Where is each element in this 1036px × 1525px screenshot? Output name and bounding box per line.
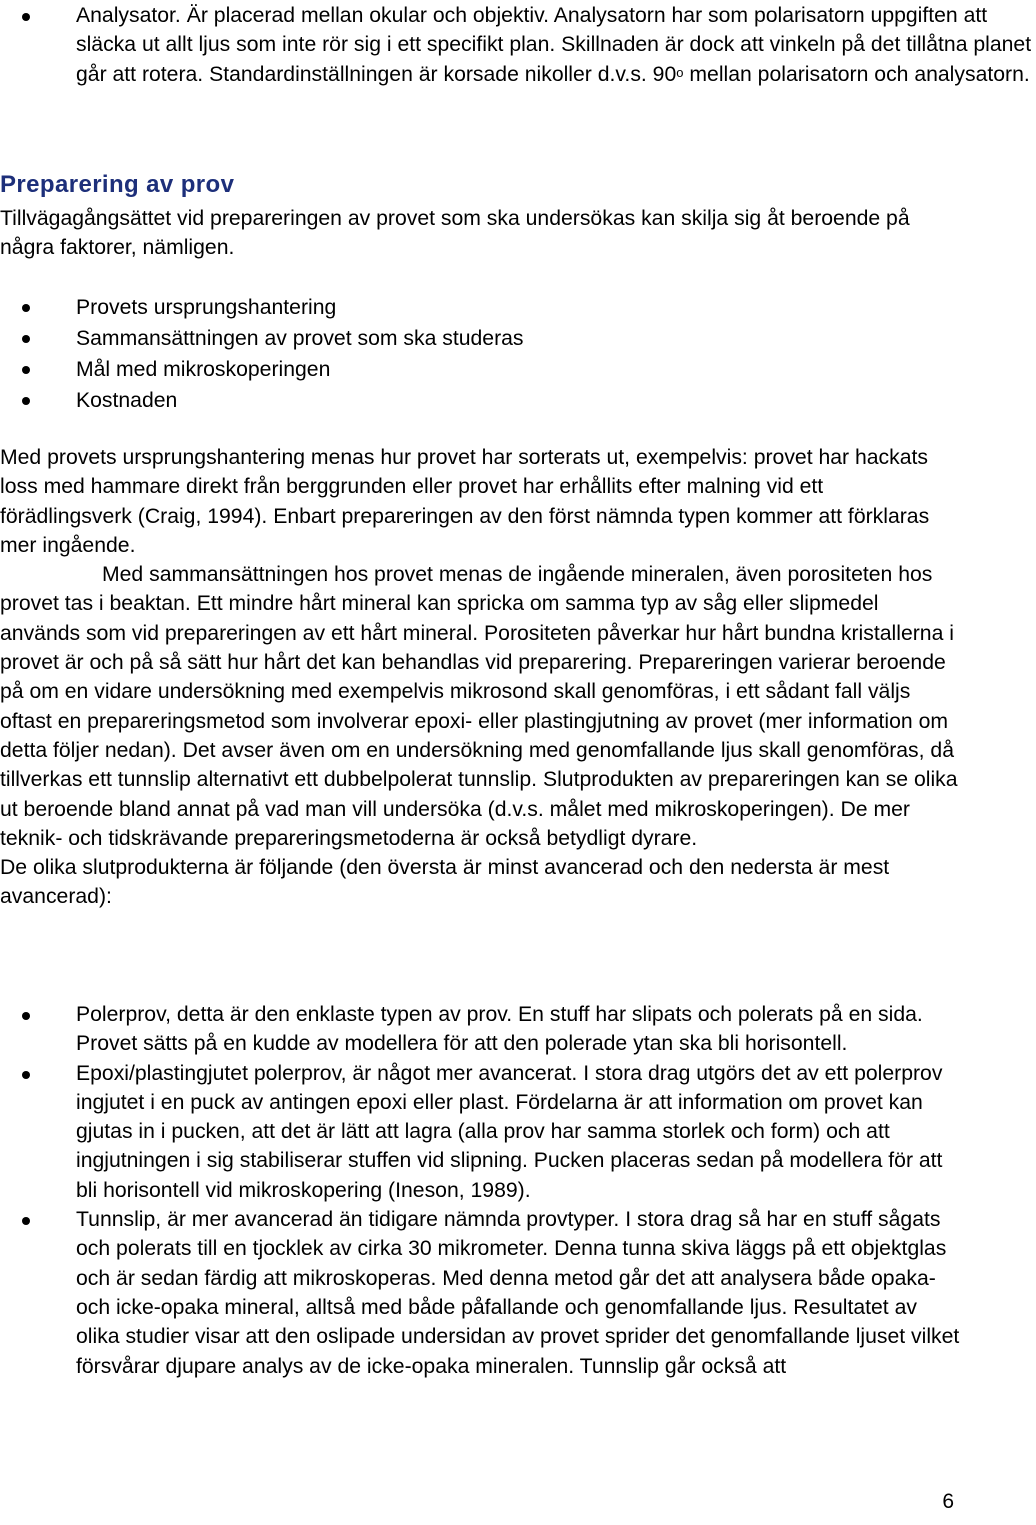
list-item — [0, 385, 960, 416]
product-description: Epoxi/plastingjutet polerprov, är något mer avancerat. I stora drag utgörs det av ett polerprov ingjutet i en puck av antingen epoxi eller plast. Fördelarna är att information om provet kan gjutas in i pucken, att det är lätt att lagra (alla prov har samma storlek och form) och att ingjutningen i sig stabiliserar stuffen vid slipning. Pucken placeras sedan på modellera för att bli horisontell vid mikroskopering (Ineson, 1989). — [76, 1061, 943, 1202]
bullet-icon — [22, 1012, 30, 1020]
list-item — [0, 292, 960, 323]
bullet-icon — [22, 366, 30, 374]
list-item — [0, 1000, 960, 1059]
bullet-icon — [22, 1071, 30, 1079]
list-item — [0, 1059, 960, 1205]
body-paragraph-origin: Med provets ursprungshantering menas hur provet har sorterats ut, exempelvis: provet har hackats loss med hammare direkt från berggrunden eller provet har erhållits efter malning vid ett förädlingsverk (Craig, 1994). Enbart prepareringen av den först nämnda typen kommer att förklaras mer ingående. — [0, 446, 930, 557]
factor-list — [0, 292, 960, 416]
body-paragraph-composition: Med sammansättningen hos provet menas de ingående mineralen, även porositeten hos provet tas i beaktan. Ett mindre hårt mineral kan spricka om samma typ av såg eller slipmedel används som vid prepareringen av ett hårt mineral. Porositeten påverkar hur hårt bundna kristallerna i provet är och på så sätt hur hårt det kan behandlas vid preparering. Prepareringen varierar beroende på om en vidare undersökning med exempelvis mikrosond skall genomföras, i ett sådant fall väljs oftast en prepareringsmetod som involverar epoxi- eller plastingjutning av provet (mer information om detta följer nedan). Det avser även om en undersökning med genomfallande ljus skall genomföras, då tillverkas ett tunnslip alternativt ett dubbelpolerat tunnslip. Slutprodukten av prepareringen kan se olika ut beroende bland annat på vad man vill undersöka (d.v.s. målet med mikroskoperingen). De mer teknik- och tidskrävande prepareringsmetoderna är också betydligt dyrare. — [0, 563, 958, 850]
degree-superscript: o — [676, 64, 684, 80]
bullet-icon — [22, 335, 30, 343]
product-description: Polerprov, detta är den enklaste typen av prov. En stuff har slipats och polerats på en sida. Provet sätts på en kudde av modellera för att den polerade ytan ska bli horisontell. — [76, 1003, 923, 1056]
body-text — [0, 443, 960, 912]
product-description: Tunnslip, är mer avancerad än tidigare nämnda provtyper. I stora drag så har en stuff sågats och polerats till en tjocklek av cirka 30 mikrometer. Denna tunna skiva läggs på ett objektglas och är sedan färdig att mikroskoperas. Med denna metod går det att analysera både opaka- och icke-opaka mineral, alltså med både påfallande och genomfallande ljus. Resultatet av olika studier visar att den oslipade undersidan av provet sprider det genomfallande ljuset vilket försvårar djupare analys av de icke-opaka mineralen. Tunnslip går också att — [76, 1208, 960, 1378]
analysator-bullet-item — [0, 1, 1036, 89]
product-list — [0, 1000, 960, 1381]
bullet-icon — [22, 1217, 30, 1225]
page-number: 6 — [942, 1490, 954, 1513]
intro-paragraph: Tillvägagångsättet vid prepareringen av provet som ska undersökas kan skilja sig åt beroende på några faktorer, nämligen. — [0, 207, 910, 259]
analysator-text-a: Analysator. Är placerad mellan okular och objektiv. Analysatorn har som polarisatorn uppgiften att släcka ut allt ljus som inte rör sig i ett specifikt plan. Skillnaden är dock att vinkeln på det tillåtna planet går att rotera. Standardinställningen är korsade nikoller d.v.s. 90 — [76, 4, 1032, 86]
body-paragraph-products-intro: De olika slutprodukterna är följande (den översta är minst avancerad och den nedersta är mest avancerad): — [0, 856, 890, 909]
section-heading: Preparering av prov — [0, 171, 235, 198]
factor-label: Provets ursprungshantering — [76, 296, 337, 319]
factor-label: Sammansättningen av provet som ska studeras — [76, 327, 524, 350]
bullet-icon — [22, 304, 30, 312]
analysator-text-b: mellan polarisatorn och analysatorn. — [683, 62, 1030, 86]
bullet-icon — [22, 13, 30, 21]
list-item — [0, 323, 960, 354]
factor-label: Mål med mikroskoperingen — [76, 358, 331, 381]
bullet-icon — [22, 397, 30, 405]
factor-label: Kostnaden — [76, 389, 178, 412]
list-item — [0, 354, 960, 385]
list-item — [0, 1205, 960, 1381]
